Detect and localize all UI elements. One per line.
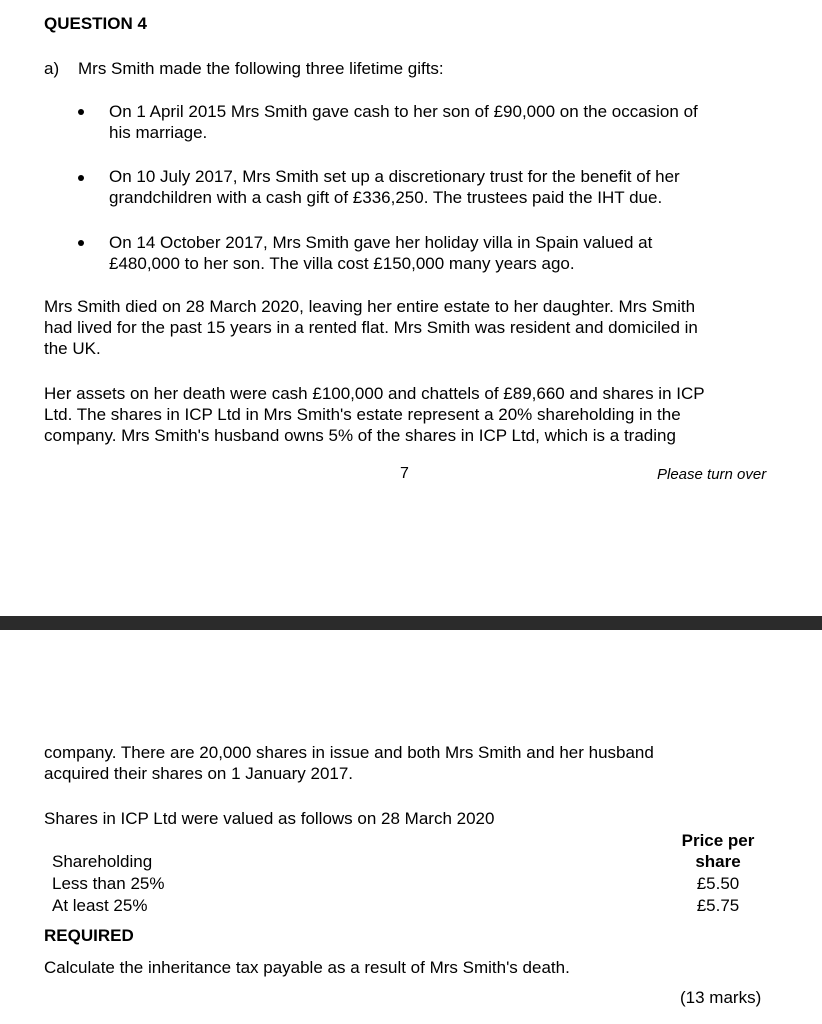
- price-header-line-2: share: [695, 852, 741, 871]
- part-label: a): [44, 59, 60, 78]
- part-a-intro: [44, 58, 444, 79]
- gift-item-3: [109, 232, 789, 274]
- page-divider: [0, 616, 822, 630]
- assets-line-3: company. Mrs Smith's husband owns 5% of the shares in ICP Ltd, which is a trading: [44, 426, 676, 445]
- bullet-icon: [78, 175, 84, 181]
- continuation-line-2: acquired their shares on 1 January 2017.: [44, 764, 354, 783]
- death-line-2: had lived for the past 15 years in a rented flat. Mrs Smith was resident and domiciled in: [44, 318, 698, 337]
- marks-label: (13 marks): [680, 988, 762, 1007]
- gift-3-line-2: £480,000 to her son. The villa cost £150,000 many years ago.: [109, 254, 575, 273]
- gift-item-2: [109, 166, 789, 208]
- death-line-1: Mrs Smith died on 28 March 2020, leaving her entire estate to her daughter. Mrs Smith: [44, 297, 696, 316]
- gift-2-line-2: grandchildren with a cash gift of £336,250. The trustees paid the IHT due.: [109, 188, 663, 207]
- valuation-intro: Shares in ICP Ltd were valued as follows on 28 March 2020: [44, 809, 495, 828]
- shareholding-row-price: £5.75: [696, 896, 740, 915]
- continuation-paragraph: [44, 742, 784, 784]
- assets-line-2: Ltd. The shares in ICP Ltd in Mrs Smith's estate represent a 20% shareholding in the: [44, 405, 681, 424]
- bullet-icon: [78, 109, 84, 115]
- death-paragraph: [44, 296, 784, 359]
- assets-paragraph: [44, 383, 784, 446]
- bullet-icon: [78, 240, 84, 246]
- price-per-share-header: [660, 830, 776, 872]
- gift-item-1: [109, 101, 789, 143]
- shareholding-row-label: At least 25%: [52, 896, 148, 915]
- required-text: Calculate the inheritance tax payable as a result of Mrs Smith's death.: [44, 958, 570, 977]
- page-number: 7: [400, 465, 409, 482]
- continuation-line-1: company. There are 20,000 shares in issue and both Mrs Smith and her husband: [44, 743, 654, 762]
- part-intro-text: Mrs Smith made the following three lifetime gifts:: [78, 59, 444, 78]
- gift-3-line-1: On 14 October 2017, Mrs Smith gave her holiday villa in Spain valued at: [109, 233, 653, 252]
- gift-1-line-2: his marriage.: [109, 123, 208, 142]
- question-title: QUESTION 4: [44, 14, 147, 33]
- assets-line-1: Her assets on her death were cash £100,000 and chattels of £89,660 and shares in ICP: [44, 384, 705, 403]
- turn-over-note: Please turn over: [657, 466, 767, 483]
- gift-1-line-1: On 1 April 2015 Mrs Smith gave cash to her son of £90,000 on the occasion of: [109, 102, 698, 121]
- required-title: REQUIRED: [44, 926, 134, 945]
- gift-2-line-1: On 10 July 2017, Mrs Smith set up a discretionary trust for the benefit of her: [109, 167, 680, 186]
- price-header-line-1: Price per: [681, 831, 755, 850]
- shareholding-header: Shareholding: [52, 852, 153, 871]
- death-line-3: the UK.: [44, 339, 101, 358]
- shareholding-row-price: £5.50: [696, 874, 740, 893]
- shareholding-row-label: Less than 25%: [52, 874, 165, 893]
